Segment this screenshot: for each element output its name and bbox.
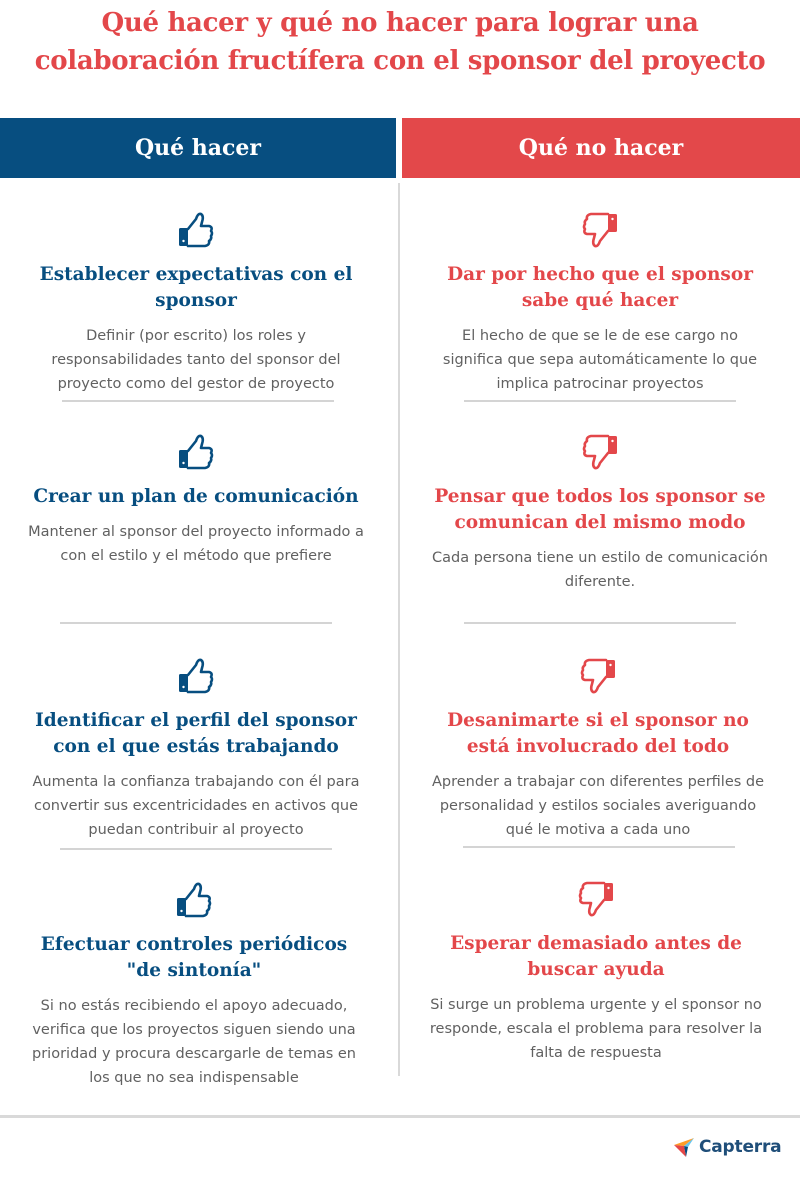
column-header-do [0,118,396,178]
page-title [0,4,800,80]
thumbs-up-icon [174,880,214,920]
do-item-heading: Establecer expectativas con el sponsor [39,264,353,311]
dont-item-2 [400,432,800,594]
footer-divider [0,1115,800,1118]
do-item-heading: Crear un plan de comunicación [33,486,359,507]
thumbs-up-icon [176,210,216,250]
do-item-heading: Efectuar controles periódicos "de sintonía" [40,934,348,981]
thumbs-up-icon [176,432,216,472]
dont-item-description: El hecho de que se le de ese cargo no significa que sepa automáticamente lo que implica patrocinar proyectos [442,328,758,392]
dont-item-description: Aprender a trabajar con diferentes perfiles de personalidad y estilos sociales averiguando qué le motiva a cada uno [431,774,765,838]
do-item-separator [60,848,332,850]
thumbs-down-icon [580,210,620,250]
dont-item-heading: Desanimarte si el sponsor no está involucrado del todo [447,710,749,757]
dont-item-3 [398,656,798,842]
dont-item-description: Cada persona tiene un estilo de comunicación diferente. [432,550,768,590]
do-item-heading: Identificar el perfil del sponsor con el que estás trabajando [35,710,357,757]
title-line-1: Qué hacer y qué no hacer para lograr una [101,8,699,38]
do-item-separator [60,622,332,624]
thumbs-up-icon [176,656,216,696]
do-item-4 [0,880,394,1090]
dont-item-separator [464,400,736,402]
dont-item-description: Si surge un problema urgente y el sponsor no responde, escala el problema para resolver la falta de respuesta [429,997,763,1061]
thumbs-down-icon [580,432,620,472]
dont-item-separator [464,622,736,624]
do-item-description: Mantener al sponsor del proyecto informado a con el estilo y el método que prefiere [28,524,364,564]
dont-item-1 [400,210,800,396]
dont-item-heading: Dar por hecho que el sponsor sabe qué hacer [447,264,753,311]
thumbs-down-icon [576,879,616,919]
dont-item-separator [463,846,735,848]
dont-item-4 [396,879,796,1065]
do-item-1 [0,210,396,396]
do-item-3 [0,656,396,842]
title-line-2: colaboración fructífera con el sponsor del proyecto [34,46,766,76]
column-header-dont [402,118,800,178]
capterra-logo [674,1136,781,1158]
do-item-description: Aumenta la confianza trabajando con él para convertir sus excentricidades en activos que puedan contribuir al proyecto [32,774,360,838]
thumbs-down-icon [578,656,618,696]
do-item-2 [0,432,396,568]
do-item-separator [62,400,334,402]
dont-item-heading: Pensar que todos los sponsor se comunican del mismo modo [434,486,766,533]
capterra-brand-text: Capterra [699,1137,782,1157]
do-item-description: Si no estás recibiendo el apoyo adecuado, verifica que los proyectos siguen siendo una prioridad y procura descargarle de temas en los que no sea indispensable [32,998,356,1086]
dont-item-heading: Esperar demasiado antes de buscar ayuda [450,933,742,980]
column-header-dont-label: Qué no hacer [518,135,684,161]
capterra-arrow-icon [674,1136,696,1158]
do-item-description: Definir (por escrito) los roles y responsabilidades tanto del sponsor del proyecto como del gestor de proyecto [51,328,341,392]
column-header-do-label: Qué hacer [134,135,262,161]
